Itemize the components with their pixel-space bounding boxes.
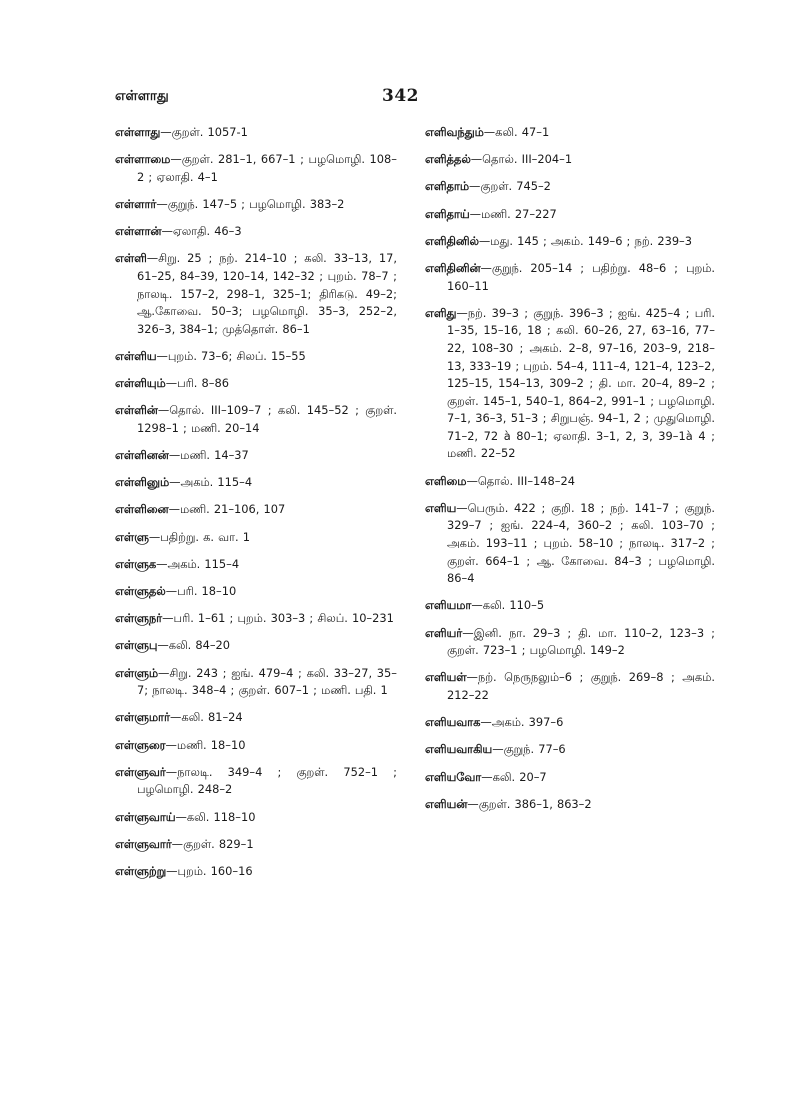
index-entry bbox=[115, 474, 397, 492]
entry-headword: எள்ளும் bbox=[115, 665, 159, 680]
entry-separator: — bbox=[467, 796, 479, 811]
entry-references: தொல். III–204–1 bbox=[482, 152, 573, 167]
entry-headword: எள்ளுநர் bbox=[115, 611, 163, 626]
entry-headword: எளிதினில் bbox=[425, 233, 479, 248]
entry-headword: எளியள் bbox=[425, 670, 467, 685]
index-entry bbox=[425, 669, 715, 704]
entry-references: பதிற்று. க. வா. 1 bbox=[160, 529, 250, 544]
entry-headword: எள்ளாமை bbox=[115, 152, 171, 167]
entry-headword: எள்ளுற்று bbox=[115, 863, 167, 878]
entry-headword: எள்ளுரை bbox=[115, 737, 166, 752]
index-entry bbox=[425, 473, 715, 491]
index-entry bbox=[115, 610, 397, 628]
entry-headword: எளியன் bbox=[425, 796, 468, 811]
entry-references: அகம். 115–4 bbox=[167, 556, 240, 571]
entry-headword: எளிவந்தும் bbox=[425, 125, 484, 139]
index-entry bbox=[115, 529, 397, 547]
right-column bbox=[425, 124, 715, 823]
entry-headword: எள்ளாது bbox=[115, 125, 161, 139]
entry-separator: — bbox=[462, 625, 474, 640]
entry-separator: — bbox=[483, 125, 496, 139]
index-entry bbox=[115, 863, 397, 881]
entry-headword: எள்ளுவர் bbox=[115, 764, 166, 779]
index-entry bbox=[115, 402, 397, 437]
index-entry bbox=[425, 625, 715, 660]
index-entry bbox=[115, 764, 397, 799]
entry-separator: — bbox=[469, 179, 481, 194]
entry-separator: — bbox=[471, 598, 483, 613]
entry-separator: — bbox=[169, 475, 181, 490]
index-entry bbox=[115, 196, 397, 214]
entry-headword: எளிது bbox=[425, 305, 457, 320]
entry-references: மணி. 27–227 bbox=[481, 206, 557, 221]
entry-separator: — bbox=[480, 260, 492, 275]
entry-separator: — bbox=[156, 556, 168, 571]
index-entry bbox=[115, 151, 397, 186]
entry-separator: — bbox=[171, 836, 184, 851]
entry-separator: — bbox=[466, 473, 478, 488]
entry-headword: எள்ளுக bbox=[115, 556, 157, 571]
index-entry bbox=[425, 151, 715, 169]
index-entry bbox=[115, 348, 397, 366]
index-entry bbox=[425, 305, 715, 463]
entry-references: அகம். 397–6 bbox=[491, 715, 564, 730]
entry-headword: எள்ளியும் bbox=[115, 376, 166, 391]
entry-separator: — bbox=[160, 125, 172, 139]
index-entry bbox=[425, 260, 715, 295]
entry-headword: எளிதாம் bbox=[425, 179, 470, 194]
index-entry bbox=[425, 714, 715, 732]
entry-headword: எள்ளுபு bbox=[115, 638, 158, 653]
page-number: 342 bbox=[382, 86, 419, 106]
index-entry bbox=[425, 178, 715, 196]
entry-separator: — bbox=[165, 376, 178, 391]
entry-references: பரி. 1–61 ; புறம். 303–3 ; சிலப். 10–231 bbox=[173, 611, 394, 626]
entry-headword: எளியவாகிய bbox=[425, 742, 493, 757]
entry-references: இனி. நா. 29–3 ; தி. மா. 110–2, 123–3 ; குறள். 723–1 ; பழமொழி. 149–2 bbox=[447, 625, 715, 658]
entry-headword: எள்ளுமார் bbox=[115, 710, 170, 725]
entry-separator: — bbox=[469, 206, 482, 221]
index-entry bbox=[425, 124, 715, 142]
entry-references: குறள். 386–1, 863–2 bbox=[478, 796, 592, 811]
entry-headword: எளியமா bbox=[425, 598, 472, 613]
entry-separator: — bbox=[481, 769, 493, 784]
entry-references: கலி. 47–1 bbox=[495, 125, 550, 139]
index-entry bbox=[115, 223, 397, 241]
entry-headword: எளியர் bbox=[425, 625, 463, 640]
entry-headword: எள்ளினும் bbox=[115, 475, 170, 490]
entry-headword: எள்ளிய bbox=[115, 348, 157, 363]
entry-references: குறள். 745–2 bbox=[480, 179, 551, 194]
index-entry bbox=[425, 233, 715, 251]
entry-headword: எளிதாய் bbox=[425, 206, 470, 221]
entry-headword: எளித்தல் bbox=[425, 152, 471, 167]
entry-separator: — bbox=[456, 500, 468, 515]
entry-separator: — bbox=[165, 764, 178, 779]
entry-references: தொல். III–148–24 bbox=[477, 473, 575, 488]
entry-separator: — bbox=[148, 529, 161, 544]
index-entry bbox=[115, 124, 397, 142]
index-entry bbox=[425, 206, 715, 224]
entry-separator: — bbox=[492, 742, 504, 757]
entry-separator: — bbox=[170, 152, 182, 167]
index-entry bbox=[115, 665, 397, 700]
entry-headword: எள்ளுவார் bbox=[115, 836, 172, 851]
index-entry bbox=[425, 741, 715, 759]
entry-references: குறள். 281–1, 667–1 ; பழமொழி. 108–2 ; ஏலாதி. 4–1 bbox=[137, 152, 397, 184]
index-entry bbox=[115, 250, 397, 338]
entry-headword: எள்ளான் bbox=[115, 224, 162, 239]
entry-separator: — bbox=[470, 152, 483, 167]
entry-headword: எள்ளின் bbox=[115, 403, 158, 418]
entry-references: மணி. 18–10 bbox=[176, 737, 246, 752]
entry-references: பரி. 18–10 bbox=[177, 584, 237, 598]
entry-references: பரி. 8–86 bbox=[177, 376, 229, 391]
entry-references: அகம். 115–4 bbox=[180, 475, 253, 490]
left-column bbox=[115, 124, 397, 890]
entry-headword: எள்ளினை bbox=[115, 502, 169, 517]
entry-separator: — bbox=[157, 638, 169, 653]
entry-separator: — bbox=[168, 502, 180, 517]
index-entry bbox=[425, 500, 715, 588]
entry-headword: எள்ளி bbox=[115, 251, 147, 266]
index-entry bbox=[115, 556, 397, 574]
entry-headword: எளிதினின் bbox=[425, 260, 481, 275]
entry-references: குறுந். 147–5 ; பழமொழி. 383–2 bbox=[167, 196, 345, 211]
index-entry bbox=[115, 375, 397, 393]
entry-references: கலி. 81–24 bbox=[181, 710, 243, 725]
entry-references: கலி. 110–5 bbox=[482, 598, 545, 613]
entry-headword: எளிமை bbox=[425, 473, 467, 488]
entry-references: மணி. 21–106, 107 bbox=[179, 502, 286, 517]
entry-references: மது. 145 ; அகம். 149–6 ; நற். 239–3 bbox=[490, 233, 693, 248]
entry-headword: எள்ளினன் bbox=[115, 448, 169, 463]
index-entry bbox=[115, 637, 397, 655]
entry-references: ஏலாதி. 46–3 bbox=[172, 224, 242, 239]
index-entry bbox=[115, 501, 397, 519]
entry-separator: — bbox=[146, 251, 159, 266]
index-entry bbox=[425, 769, 715, 787]
entry-references: குறுந். 205–14 ; பதிற்று. 48–6 ; புறம். 160–11 bbox=[447, 260, 715, 293]
entry-separator: — bbox=[466, 670, 478, 685]
entry-references: தொல். III–109–7 ; கலி. 145–52 ; குறள். 1298–1 ; மணி. 20–14 bbox=[137, 403, 397, 435]
entry-references: பெரும். 422 ; குறி. 18 ; நற். 141–7 ; குறுந். 329–7 ; ஐங். 224–4, 360–2 ; கலி. 103–70 ; அகம். 193–11 ; புறம். 58–10 ; நாலடி. 317–2 ; குறள். 664–1 ; ஆ. கோவை. 84–3 ; பழமொழி. 86–4 bbox=[447, 500, 715, 586]
entry-separator: — bbox=[480, 715, 492, 730]
entry-separator: — bbox=[175, 809, 187, 824]
entry-references: நாலடி. 349–4 ; குறள். 752–1 ; பழமொழி. 248–2 bbox=[137, 764, 397, 797]
entry-references: நற். 39–3 ; குறுந். 396–3 ; ஐங். 425–4 ; பரி. 1–35, 15–16, 18 ; கலி. 60–26, 27, 63–16, 77–22, 108–30 ; அகம். 2–8, 97–16, 203–9, 218–13, 333–19 ; புறம். 54–4, 111–4, 121–4, 123–2, 125–15, 154–13, 309–2 ; தி. மா. 20–4, 89–2 ; குறள். 145–1, 540–1, 864–2, 991–1 ; பழமொழி. 7–1, 36–3, 51–3 ; சிறுபஞ். 94–1, 2 ; முதுமொழி. 71–2, 72 à 80–1; ஏலாதி. 3–1, 2, 3, 39–1à 4 ; மணி. 22–52 bbox=[447, 305, 715, 461]
entry-separator: — bbox=[165, 584, 178, 598]
entry-headword: எள்ளுதல் bbox=[115, 584, 166, 598]
entry-separator: — bbox=[478, 233, 491, 248]
index-entry bbox=[425, 796, 715, 814]
entry-headword: எள்ளு bbox=[115, 529, 149, 544]
entry-references: மணி. 14–37 bbox=[180, 448, 249, 463]
entry-headword: எளியவோ bbox=[425, 769, 482, 784]
index-entry bbox=[115, 583, 397, 601]
entry-references: நற். நெருநலும்–6 ; குறுந். 269–8 ; அகம். 212–22 bbox=[447, 670, 715, 702]
index-entry bbox=[115, 809, 397, 827]
entry-headword: எள்ளுவாய் bbox=[115, 809, 176, 824]
entry-references: கலி. 118–10 bbox=[186, 809, 256, 824]
entry-references: சிறு. 25 ; நற். 214–10 ; கலி. 33–13, 17, 61–25, 84–39, 120–14, 142–32 ; புறம். 78–7 ; நாலடி. 157–2, 298–1, 325–1; திரிகடு. 49–2; ஆ.கோவை. 50–3; பழமொழி. 35–3, 252–2, 326–3, 384–1; முத்தொள். 86–1 bbox=[137, 251, 397, 336]
entry-separator: — bbox=[156, 196, 168, 211]
running-head: எள்ளாது bbox=[115, 88, 169, 104]
entry-headword: எள்ளார் bbox=[115, 196, 157, 211]
entry-references: புறம். 160–16 bbox=[177, 863, 253, 878]
entry-references: கலி. 84–20 bbox=[168, 638, 231, 653]
entry-references: புறம். 73–6; சிலப். 15–55 bbox=[167, 348, 306, 363]
entry-separator: — bbox=[162, 611, 174, 626]
index-entry bbox=[115, 836, 397, 854]
entry-references: குறுந். 77–6 bbox=[503, 742, 566, 757]
entry-separator: — bbox=[166, 863, 178, 878]
index-entry bbox=[115, 447, 397, 465]
entry-separator: — bbox=[168, 448, 181, 463]
entry-references: குறள். 1057-1 bbox=[171, 125, 248, 139]
entry-separator: — bbox=[158, 665, 170, 680]
entry-separator: — bbox=[165, 737, 177, 752]
entry-headword: எளியவாக bbox=[425, 715, 481, 730]
index-entry bbox=[115, 737, 397, 755]
entry-separator: — bbox=[161, 224, 173, 239]
entry-references: சிறு. 243 ; ஐங். 479–4 ; கலி. 33–27, 35–7; நாலடி. 348–4 ; குறள். 607–1 ; மணி. பதி. 1 bbox=[137, 665, 397, 698]
entry-separator: — bbox=[456, 305, 468, 320]
entry-separator: — bbox=[157, 403, 170, 418]
entry-separator: — bbox=[169, 710, 182, 725]
entry-separator: — bbox=[156, 348, 168, 363]
index-entry bbox=[425, 597, 715, 615]
entry-references: குறள். 829–1 bbox=[183, 836, 254, 851]
entry-headword: எளிய bbox=[425, 500, 457, 515]
entry-references: கலி. 20–7 bbox=[492, 769, 547, 784]
index-entry bbox=[115, 709, 397, 727]
